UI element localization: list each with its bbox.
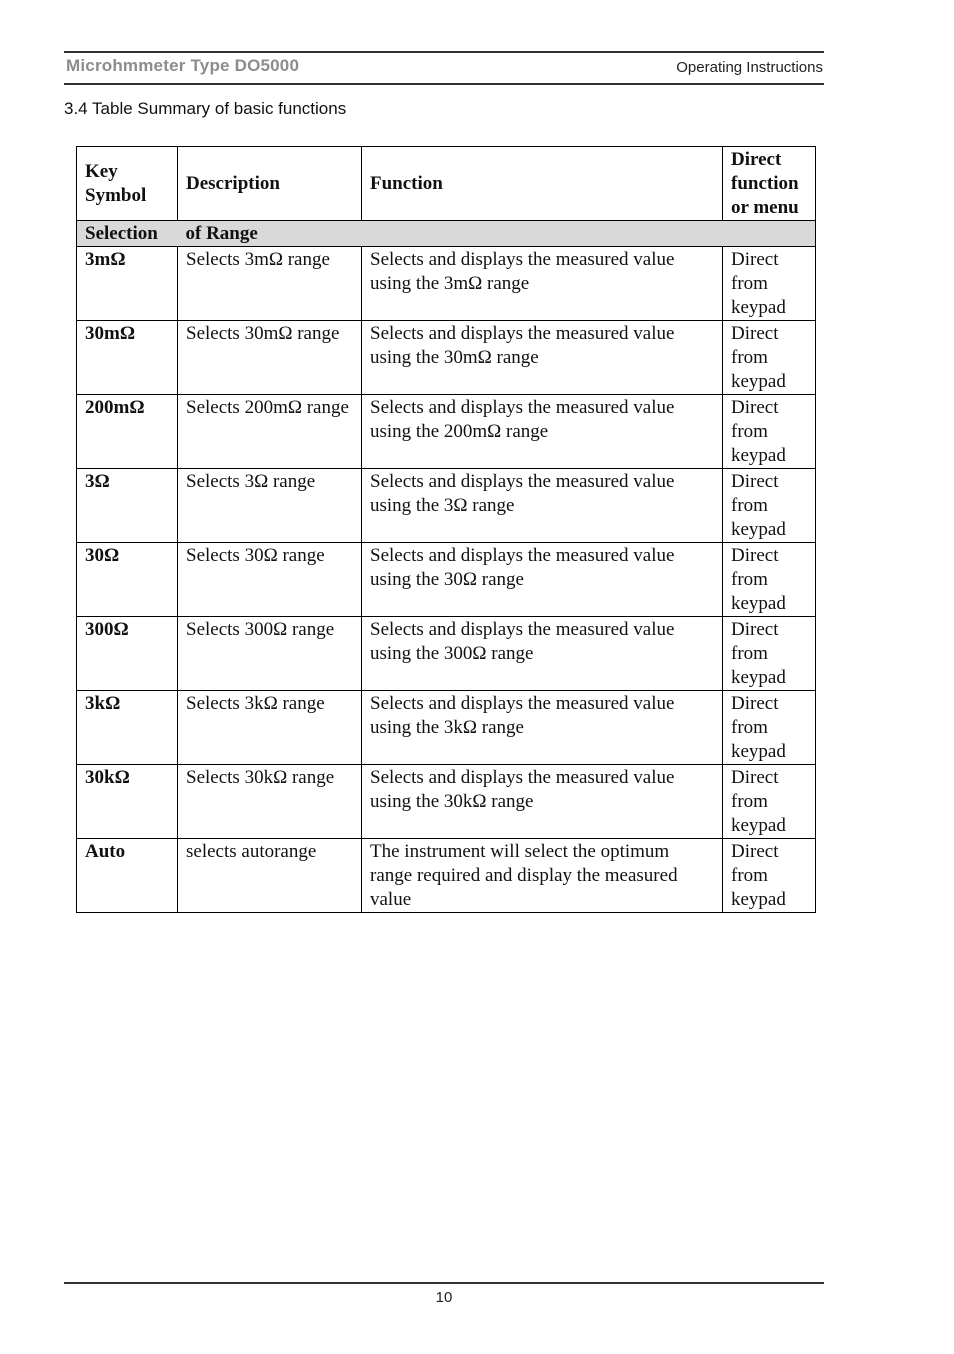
table-row	[77, 617, 816, 691]
footer-rule	[64, 1282, 824, 1284]
group-spacer	[723, 221, 816, 247]
mode-cell: Direct from keypad	[723, 247, 816, 321]
table-row	[77, 321, 816, 395]
description-cell: Selects 30kΩ range	[178, 765, 362, 839]
key-symbol-cell: 200mΩ	[77, 395, 178, 469]
table-row	[77, 469, 816, 543]
key-symbol-cell: 3mΩ	[77, 247, 178, 321]
group-label-left: Selection	[77, 221, 178, 247]
header-rule-bottom	[64, 83, 824, 85]
mode-cell: Direct from keypad	[723, 543, 816, 617]
key-symbol-cell: 30Ω	[77, 543, 178, 617]
key-symbol-cell: 30kΩ	[77, 765, 178, 839]
column-header-function: Function	[362, 147, 723, 221]
key-symbol-cell: 30mΩ	[77, 321, 178, 395]
mode-cell: Direct from keypad	[723, 395, 816, 469]
page-number: 10	[435, 1289, 453, 1306]
mode-cell: Direct from keypad	[723, 469, 816, 543]
header-rule-top	[64, 51, 824, 53]
description-cell: Selects 200mΩ range	[178, 395, 362, 469]
group-row-selection-of-range	[77, 221, 816, 247]
function-cell: Selects and displays the measured value using the 30Ω range	[362, 543, 723, 617]
column-header-key-symbol: Key Symbol	[77, 147, 178, 221]
description-cell: Selects 30Ω range	[178, 543, 362, 617]
mode-cell: Direct from keypad	[723, 617, 816, 691]
functions-table	[76, 146, 816, 913]
description-cell: Selects 300Ω range	[178, 617, 362, 691]
table-row	[77, 765, 816, 839]
table-row	[77, 691, 816, 765]
column-header-mode: Direct function or menu	[723, 147, 816, 221]
table-row	[77, 247, 816, 321]
document-subtitle: Operating Instructions	[676, 59, 823, 76]
group-spacer	[362, 221, 723, 247]
document-title: Microhmmeter Type DO5000	[66, 56, 300, 75]
table-header-row	[77, 147, 816, 221]
key-symbol-cell: Auto	[77, 839, 178, 913]
table-row	[77, 543, 816, 617]
function-cell: Selects and displays the measured value using the 3Ω range	[362, 469, 723, 543]
description-cell: selects autorange	[178, 839, 362, 913]
key-symbol-cell: 3kΩ	[77, 691, 178, 765]
column-header-description: Description	[178, 147, 362, 221]
description-cell: Selects 3kΩ range	[178, 691, 362, 765]
section-heading: 3.4 Table Summary of basic functions	[64, 99, 347, 118]
function-cell: Selects and displays the measured value using the 30kΩ range	[362, 765, 723, 839]
mode-cell: Direct from keypad	[723, 691, 816, 765]
description-cell: Selects 30mΩ range	[178, 321, 362, 395]
mode-cell: Direct from keypad	[723, 321, 816, 395]
mode-cell: Direct from keypad	[723, 765, 816, 839]
function-cell: Selects and displays the measured value using the 3mΩ range	[362, 247, 723, 321]
function-cell: Selects and displays the measured value using the 30mΩ range	[362, 321, 723, 395]
function-cell: Selects and displays the measured value using the 300Ω range	[362, 617, 723, 691]
mode-cell: Direct from keypad	[723, 839, 816, 913]
key-symbol-cell: 3Ω	[77, 469, 178, 543]
key-symbol-cell: 300Ω	[77, 617, 178, 691]
function-cell: Selects and displays the measured value using the 3kΩ range	[362, 691, 723, 765]
table-row	[77, 839, 816, 913]
function-cell: The instrument will select the optimum range required and display the measured value	[362, 839, 723, 913]
description-cell: Selects 3mΩ range	[178, 247, 362, 321]
function-cell: Selects and displays the measured value using the 200mΩ range	[362, 395, 723, 469]
description-cell: Selects 3Ω range	[178, 469, 362, 543]
table-row	[77, 395, 816, 469]
group-label-right: of Range	[178, 221, 362, 247]
